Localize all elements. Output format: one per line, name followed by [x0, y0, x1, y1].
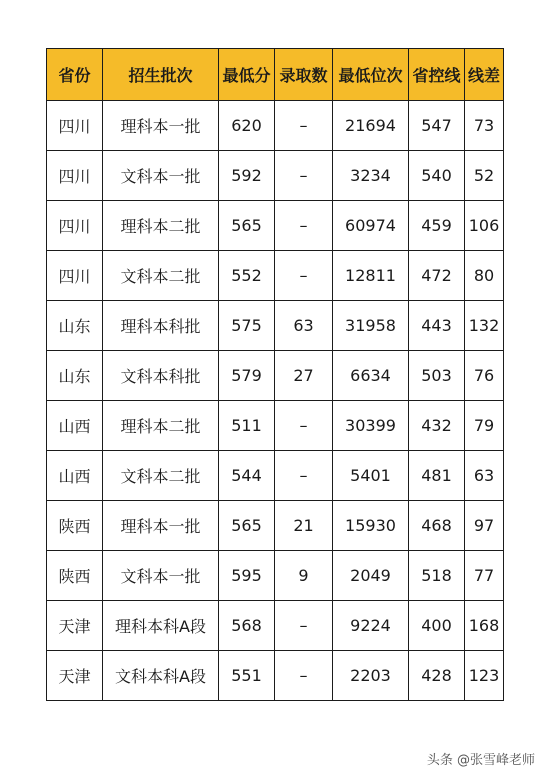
header-min-rank: 最低位次	[333, 49, 409, 101]
cell-line-diff: 132	[465, 301, 504, 351]
cell-min-score: 551	[219, 651, 275, 701]
cell-province: 山东	[47, 351, 103, 401]
admission-scores-table	[46, 48, 504, 701]
header-province: 省份	[47, 49, 103, 101]
table-row	[47, 401, 504, 451]
table-row	[47, 251, 504, 301]
cell-province: 天津	[47, 651, 103, 701]
cell-admitted-count: –	[275, 451, 333, 501]
cell-province: 天津	[47, 601, 103, 651]
cell-line-diff: 77	[465, 551, 504, 601]
cell-province: 陕西	[47, 501, 103, 551]
cell-control-line: 503	[409, 351, 465, 401]
cell-min-rank: 60974	[333, 201, 409, 251]
cell-control-line: 547	[409, 101, 465, 151]
cell-admitted-count: 21	[275, 501, 333, 551]
cell-min-rank: 31958	[333, 301, 409, 351]
cell-min-rank: 2049	[333, 551, 409, 601]
cell-province: 四川	[47, 101, 103, 151]
cell-admitted-count: –	[275, 251, 333, 301]
header-min-score: 最低分	[219, 49, 275, 101]
cell-control-line: 432	[409, 401, 465, 451]
cell-batch: 理科本二批	[103, 401, 219, 451]
cell-control-line: 468	[409, 501, 465, 551]
cell-province: 四川	[47, 201, 103, 251]
cell-min-rank: 5401	[333, 451, 409, 501]
cell-control-line: 459	[409, 201, 465, 251]
cell-min-score: 511	[219, 401, 275, 451]
header-batch: 招生批次	[103, 49, 219, 101]
cell-line-diff: 76	[465, 351, 504, 401]
cell-min-score: 620	[219, 101, 275, 151]
cell-line-diff: 73	[465, 101, 504, 151]
cell-min-rank: 6634	[333, 351, 409, 401]
cell-line-diff: 123	[465, 651, 504, 701]
cell-control-line: 518	[409, 551, 465, 601]
cell-province: 四川	[47, 151, 103, 201]
cell-min-score: 552	[219, 251, 275, 301]
cell-admitted-count: –	[275, 201, 333, 251]
table-row	[47, 651, 504, 701]
table-header-row	[47, 49, 504, 101]
table-row	[47, 551, 504, 601]
cell-admitted-count: –	[275, 151, 333, 201]
admission-scores-table-container	[46, 48, 503, 701]
cell-province: 陕西	[47, 551, 103, 601]
cell-batch: 理科本科A段	[103, 601, 219, 651]
cell-batch: 文科本一批	[103, 151, 219, 201]
cell-min-score: 565	[219, 201, 275, 251]
cell-min-score: 568	[219, 601, 275, 651]
cell-admitted-count: –	[275, 651, 333, 701]
cell-province: 山西	[47, 401, 103, 451]
cell-min-rank: 30399	[333, 401, 409, 451]
cell-control-line: 428	[409, 651, 465, 701]
cell-admitted-count: –	[275, 401, 333, 451]
cell-line-diff: 79	[465, 401, 504, 451]
cell-batch: 理科本科批	[103, 301, 219, 351]
cell-min-rank: 3234	[333, 151, 409, 201]
cell-control-line: 481	[409, 451, 465, 501]
cell-province: 山东	[47, 301, 103, 351]
cell-line-diff: 106	[465, 201, 504, 251]
cell-admitted-count: 27	[275, 351, 333, 401]
cell-batch: 文科本二批	[103, 451, 219, 501]
cell-batch: 理科本二批	[103, 201, 219, 251]
cell-min-score: 592	[219, 151, 275, 201]
header-control-line: 省控线	[409, 49, 465, 101]
cell-admitted-count: –	[275, 101, 333, 151]
cell-province: 山西	[47, 451, 103, 501]
cell-control-line: 472	[409, 251, 465, 301]
cell-min-score: 579	[219, 351, 275, 401]
cell-batch: 文科本二批	[103, 251, 219, 301]
cell-line-diff: 168	[465, 601, 504, 651]
cell-batch: 理科本一批	[103, 501, 219, 551]
cell-province: 四川	[47, 251, 103, 301]
table-row	[47, 101, 504, 151]
cell-batch: 文科本科A段	[103, 651, 219, 701]
table-row	[47, 301, 504, 351]
cell-min-score: 575	[219, 301, 275, 351]
table-row	[47, 201, 504, 251]
cell-min-rank: 12811	[333, 251, 409, 301]
cell-min-rank: 2203	[333, 651, 409, 701]
table-row	[47, 501, 504, 551]
header-line-diff: 线差	[465, 49, 504, 101]
cell-min-rank: 21694	[333, 101, 409, 151]
cell-admitted-count: 63	[275, 301, 333, 351]
cell-min-rank: 9224	[333, 601, 409, 651]
cell-control-line: 400	[409, 601, 465, 651]
cell-min-score: 544	[219, 451, 275, 501]
watermark: 头条 @张雪峰老师	[426, 753, 535, 768]
cell-min-score: 595	[219, 551, 275, 601]
cell-admitted-count: –	[275, 601, 333, 651]
cell-line-diff: 52	[465, 151, 504, 201]
cell-min-rank: 15930	[333, 501, 409, 551]
table-row	[47, 451, 504, 501]
cell-control-line: 540	[409, 151, 465, 201]
cell-admitted-count: 9	[275, 551, 333, 601]
table-row	[47, 601, 504, 651]
cell-batch: 文科本一批	[103, 551, 219, 601]
header-admitted-count: 录取数	[275, 49, 333, 101]
cell-line-diff: 80	[465, 251, 504, 301]
cell-control-line: 443	[409, 301, 465, 351]
cell-batch: 理科本一批	[103, 101, 219, 151]
cell-line-diff: 63	[465, 451, 504, 501]
cell-batch: 文科本科批	[103, 351, 219, 401]
cell-line-diff: 97	[465, 501, 504, 551]
cell-min-score: 565	[219, 501, 275, 551]
table-row	[47, 351, 504, 401]
table-body	[47, 101, 504, 701]
table-row	[47, 151, 504, 201]
